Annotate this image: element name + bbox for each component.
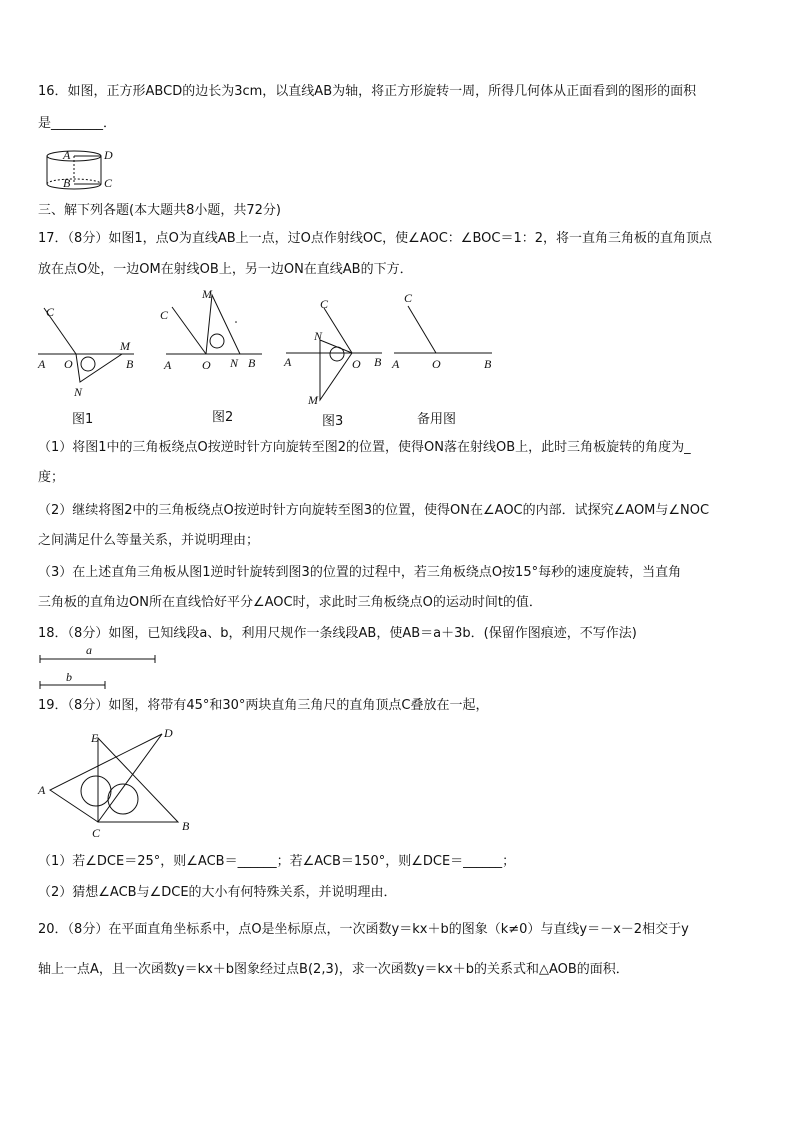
fig4-label-o: O [432, 357, 441, 371]
fig4-label-b: B [484, 357, 492, 371]
fig2-label-m: M [202, 287, 212, 301]
q16-line2: 是________． [38, 116, 117, 131]
fig3-label-m: M [308, 393, 318, 407]
q20-line2: 轴上一点A，且一次函数y＝kx＋b图象经过点B(2,3)，求一次函数y＝kx＋b的关系式和△AOB的面积． [38, 962, 629, 977]
q18-segments-figure [38, 644, 168, 690]
fig1-label-c: C [46, 305, 55, 319]
q17-part2-line1: （2）继续将图2中的三角板绕点O按逆时针方向旋转至图3的位置，使得ON在∠AOC的内部．试探究∠AOM与∠NOC [38, 503, 710, 518]
fig3-caption: 图3 [322, 414, 344, 429]
q17-figure3 [282, 290, 392, 410]
fig1-label-o: O [64, 357, 73, 371]
q17-reserve-figure [390, 288, 500, 378]
q19-label-e: E [91, 731, 99, 745]
q16-label-a: A [63, 148, 71, 162]
fig3-label-c: C [320, 297, 329, 311]
q18-line1: 18．（8分）如图，已知线段a、b，利用尺规作一条线段AB，使AB＝a＋3b．(保留作图痕迹，不写作法) [38, 626, 637, 641]
q19-label-d: D [164, 726, 173, 740]
fig3-label-n: N [314, 329, 323, 343]
q17-part1-line1: （1）将图1中的三角板绕点O按逆时针方向旋转至图2的位置，使得ON落在射线OB上，此时三角板旋转的角度为_ [38, 440, 691, 455]
q19-part2: （2）猜想∠ACB与∠DCE的大小有何特殊关系，并说明理由． [38, 885, 397, 900]
fig2-label-b: B [248, 356, 256, 370]
fig1-label-n: N [74, 385, 83, 399]
fig1-caption: 图1 [72, 412, 94, 427]
q17-line2: 放在点O处，一边OM在射线OB上，另一边ON在直线AB的下方． [38, 262, 413, 277]
q16-label-c: C [104, 176, 113, 190]
q17-part3-line2: 三角板的直角边ON所在直线恰好平分∠AOC时，求此时三角板绕点O的运动时间t的值． [38, 595, 542, 610]
q16-label-b: B [63, 176, 71, 190]
fig3-label-b: B [374, 355, 382, 369]
q16-cylinder-figure [38, 146, 128, 196]
fig4-label-a: A [392, 357, 400, 371]
section3-heading: 三、解下列各题(本大题共8小题，共72分) [38, 203, 281, 218]
fig1-label-a: A [38, 357, 46, 371]
q19-triangles-figure [36, 724, 206, 844]
fig1-label-m: M [120, 339, 130, 353]
q19-part1: （1）若∠DCE＝25°，则∠ACB＝______；若∠ACB＝150°，则∠DCE＝______； [38, 854, 516, 869]
fig2-label-n: N [230, 356, 239, 370]
fig2-label-c: C [160, 308, 169, 322]
fig4-label-c: C [404, 291, 413, 305]
fig3-label-a: A [284, 355, 292, 369]
q17-part3-line1: （3）在上述直角三角板从图1逆时针旋转到图3的位置的过程中，若三角板绕点O按15°每秒的速度旋转，当直角 [38, 565, 682, 580]
fig3-label-o: O [352, 357, 361, 371]
q16-label-d: D [104, 148, 113, 162]
segment-b-label: b [66, 670, 72, 684]
q17-part2-line2: 之间满足什么等量关系，并说明理由； [38, 533, 260, 548]
q20-line1: 20．（8分）在平面直角坐标系中，点O是坐标原点，一次函数y＝kx＋b的图象（k≠0）与直线y＝－x－2相交于y [38, 922, 689, 937]
fig1-label-b: B [126, 357, 134, 371]
q17-figure1 [36, 300, 146, 400]
q17-figure2 [160, 285, 270, 385]
q19-label-a: A [38, 783, 46, 797]
q17-part1-line2: 度； [38, 470, 65, 485]
q16-line1: 16．如图，正方形ABCD的边长为3cm，以直线AB为轴，将正方形旋转一周，所得几何体从正面看到的图形的面积 [38, 84, 697, 99]
segment-a-label: a [86, 643, 92, 657]
fig2-label-a: A [164, 358, 172, 372]
q19-line1: 19．（8分）如图，将带有45°和30°两块直角三角尺的直角顶点C叠放在一起， [38, 698, 489, 713]
fig2-label-o: O [202, 358, 211, 372]
q19-label-b: B [182, 819, 190, 833]
q17-line1: 17．（8分）如图1，点O为直线AB上一点，过O点作射线OC，使∠AOC：∠BOC＝1：2，将一直角三角板的直角顶点 [38, 231, 712, 246]
fig2-caption: 图2 [212, 410, 234, 425]
reserve-figure-caption: 备用图 [417, 412, 457, 427]
q19-label-c: C [92, 826, 101, 840]
